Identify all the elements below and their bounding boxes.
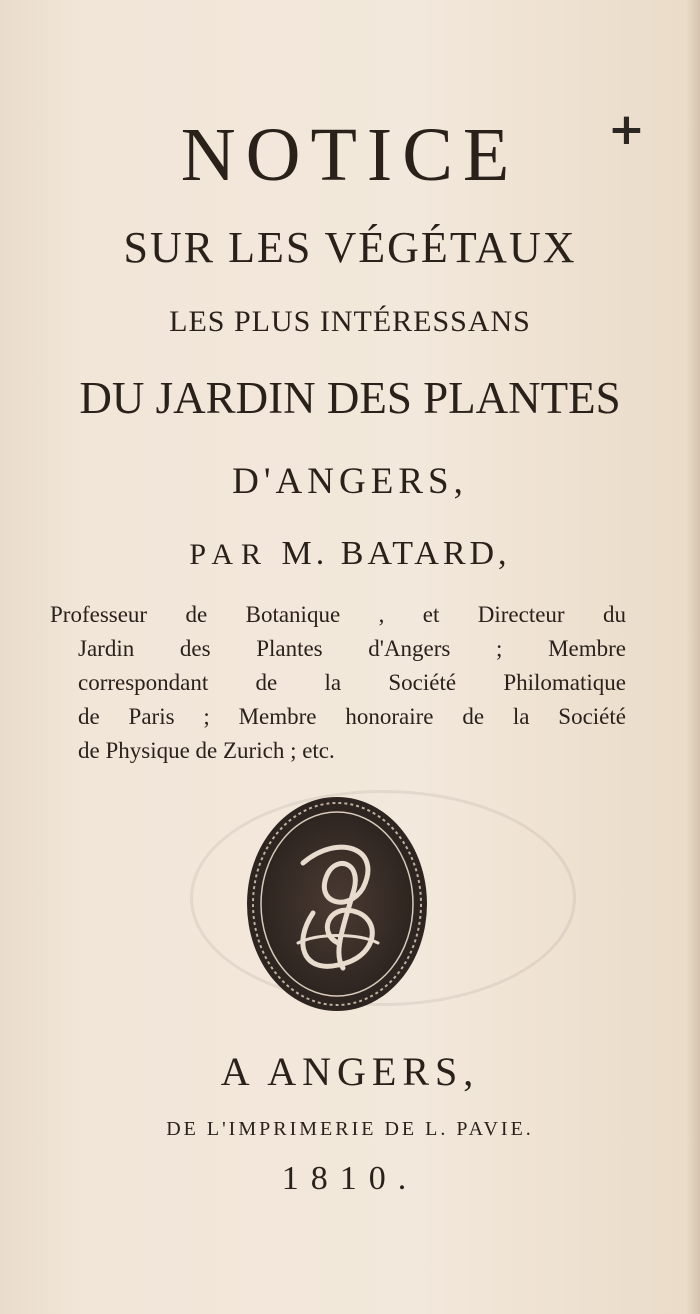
credentials-line: de Physique de Zurich ; etc. [78, 738, 335, 763]
credentials-line: correspondant de la Société Philomatique [78, 670, 626, 695]
imprint-year: 1810. [281, 1160, 419, 1197]
subtitle-line-2: LES PLUS INTÉRESSANS [169, 305, 531, 338]
credentials-line: de Paris ; Membre honoraire de la Société [78, 704, 626, 729]
book-title: NOTICE [180, 113, 520, 197]
credentials-line: Professeur de Botanique , et Directeur du [50, 602, 626, 627]
subtitle-line-4: D'ANGERS, [232, 461, 468, 502]
subtitle-line-1: SUR LES VÉGÉTAUX [123, 223, 577, 272]
author-name: M. BATARD, [281, 535, 511, 572]
author-credentials [50, 598, 626, 768]
author-prefix: PAR [189, 538, 270, 571]
pencil-cross-mark: + [608, 104, 645, 155]
imprint-printer: DE L'IMPRIMERIE DE L. PAVIE. [166, 1118, 534, 1140]
author-line [0, 535, 700, 573]
imprint-place: A ANGERS, [220, 1049, 480, 1094]
subtitle-line-3: DU JARDIN DES PLANTES [79, 373, 621, 423]
credentials-line: Jardin des Plantes d'Angers ; Membre [78, 636, 626, 661]
monogram-seal-icon [243, 793, 431, 1015]
